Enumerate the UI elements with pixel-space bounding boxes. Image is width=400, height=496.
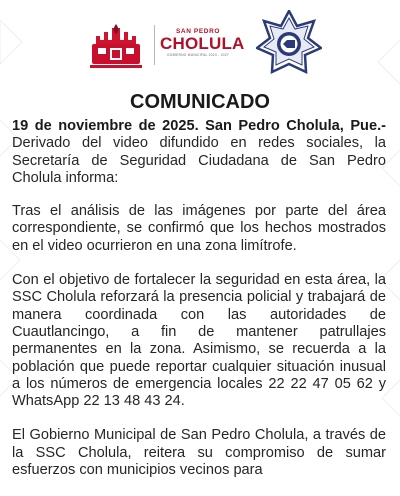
page-title: COMUNICADO [130, 91, 270, 113]
paragraph-4: El Gobierno Municipal de San Pedro Cholula, a través de la SSC Cholula, reitera su compromiso de sumar esfuerzos con municipios vecinos para [12, 427, 386, 479]
logo-separator [154, 25, 155, 65]
paragraph-3: Con el objetivo de fortalecer la seguridad en esta área, la SSC Cholula reforzará la presencia policial y trabajará de manera coordinada con las autoridades de Cuautlancingo, a fin de mantener patrullajes permanentes en la zona. Asimismo, se recuerda a la población que puede reportar cualquier situación inusual a los números de emergencia locales 22 22 47 05 62 y WhatsApp 22 13 48 43 24. [12, 272, 386, 410]
cholula-logo [160, 28, 245, 68]
letterhead [0, 0, 400, 84]
cholula-logo-tagline: GOBIERNO MUNICIPAL 2024 - 2027 [167, 53, 229, 57]
cholula-logo-main: CHOLULA [160, 34, 245, 53]
coat-of-arms-logo [86, 22, 146, 70]
paragraph-1 [12, 118, 386, 187]
paragraph-2: Tras el análisis de las imágenes por parte del área correspondiente, se confirmó que los hechos mostrados en el video ocurrieron en una zona limítrofe. [12, 203, 386, 254]
police-star-icon [256, 10, 322, 76]
dateline: 19 de noviembre de 2025. San Pedro Cholula, Pue.- [12, 118, 386, 134]
document-body [12, 118, 386, 496]
paragraph-1-text: Derivado del video difundido en redes sociales, la Secretaría de Seguridad Ciudadana de San Pedro Cholula informa: [12, 135, 386, 186]
cholula-logo-top: SAN PEDRO [175, 28, 221, 35]
